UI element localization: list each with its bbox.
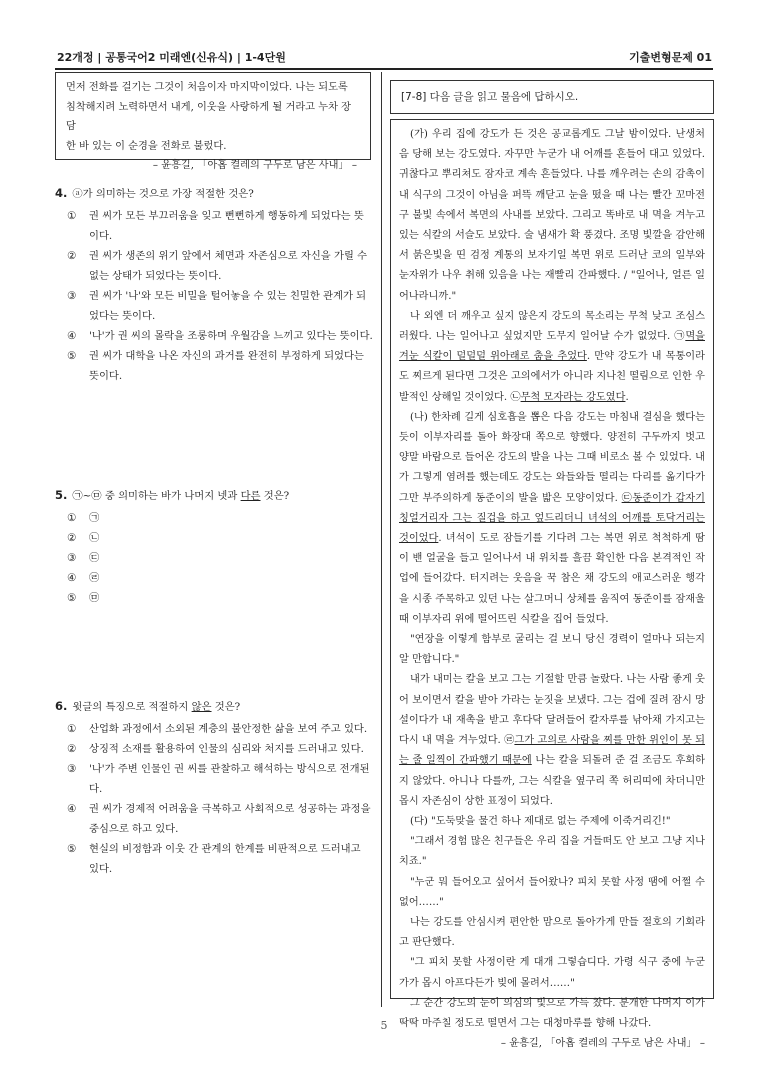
answer-option[interactable]	[55, 246, 373, 286]
question-stem: 것은?	[211, 701, 241, 713]
passage-text: 나 외엔 더 깨우고 싶지 않은지 강도의 목소리는 무척 낮고 조심스러웠다. 나는 일어나고 싶었지만 도무지 일어날 수가 없었다. ㉠	[399, 310, 705, 343]
answer-option[interactable]	[55, 206, 373, 246]
question-5	[55, 485, 373, 608]
option-mark: ②	[67, 532, 77, 544]
passage-text: 내가 내미는 칼을 보고 그는 기절할 만큼 놀랐다. 나는 사람 좋게 웃어 보이면서 칼을 받아 가라는 눈짓을 보냈다. 그는 겁에 질려 잠시 망설이다가 내 재촉을 받고 후다닥 달려들어 칼자루를 낚아채 가지고는 다시 내 멱을 겨누었다. ㉣	[399, 674, 705, 747]
answer-option[interactable]	[55, 719, 373, 739]
option-mark: ④	[67, 803, 77, 815]
option-text: '나'가 권 씨의 몰락을 조롱하며 우월감을 느끼고 있다는 뜻이다.	[89, 330, 373, 342]
option-mark: ①	[67, 512, 77, 524]
underlined-phrase: 멱을 겨눈 식칼이 덜덜덜 위아래로 춤을 추었다	[399, 331, 705, 363]
passage-paragraph	[399, 408, 705, 630]
option-mark: ④	[67, 330, 77, 342]
header-rule	[55, 68, 713, 70]
option-text: ㉤	[89, 592, 100, 604]
option-text: 산업화 과정에서 소외된 계층의 불안정한 삶을 보여 주고 있다.	[89, 723, 368, 735]
question-6	[55, 696, 373, 879]
column-divider	[381, 72, 382, 1007]
option-text: 권 씨가 '나'와 모든 비밀을 털어놓을 수 있는 친밀한 관계가 되었다는 뜻이다.	[89, 290, 367, 322]
passage-paragraph: (다) "도둑맞을 물건 하나 제대로 없는 주제에 이죽거리긴!"	[410, 815, 671, 827]
answer-option[interactable]	[55, 759, 373, 799]
header-course-info: 22개정 | 공통국어2 미래엔(신유식) | 1-4단원	[57, 51, 286, 64]
passage-paragraph: "누군 뭐 들어오고 싶어서 들어왔나? 피치 못할 사정 땜에 어쩔 수 없어……"	[399, 876, 705, 908]
option-text: ㉢	[89, 552, 100, 564]
answer-option[interactable]	[55, 346, 373, 386]
question-number: 5.	[55, 488, 68, 502]
question-stem: ⓐ가 의미하는 것으로 가장 적절한 것은?	[72, 188, 254, 200]
option-mark: ⑤	[67, 592, 77, 604]
option-mark: ②	[67, 250, 77, 262]
option-mark: ③	[67, 763, 77, 775]
option-mark: ⑤	[67, 843, 77, 855]
passage-text: . 녀석이 도로 잠들기를 기다려 그는 복면 위로 척척하게 땀이 밴 얼굴을 들고 일어나서 내 위치를 흘끔 확인한 다음 본격적인 작업에 들어갔다. 터지려는 웃음을 꾹 참은 채 강도의 애교스러운 행각을 시종 주목하고 있던 나는 살그머니 상체를 움직여 동준이를 잠재울 때 이부자리 위에 떨어뜨린 식칼을 집어 들었다.	[399, 533, 705, 625]
question-stem: 윗글의 특징으로 적절하지	[72, 701, 192, 713]
answer-option[interactable]	[55, 286, 373, 326]
passage-paragraph	[399, 670, 705, 811]
option-text: ㉡	[89, 532, 100, 544]
question-stem: 것은?	[260, 490, 290, 502]
answer-option[interactable]	[55, 568, 373, 588]
answer-option[interactable]	[55, 739, 373, 759]
answer-option[interactable]	[55, 588, 373, 608]
answer-option[interactable]	[55, 548, 373, 568]
passage-text: .	[625, 391, 629, 403]
answer-option[interactable]	[55, 839, 373, 879]
excerpt-box	[55, 72, 371, 171]
excerpt-line: 먼저 전화를 걸기는 그것이 처음이자 마지막이었다. 나는 되도록	[66, 82, 348, 93]
passage-text: (나) 한차례 길게 심호흡을 뽑은 다음 강도는 마침내 결심을 했다는 듯이 이부자리를 돌아 화장대 쪽으로 향했다. 양전히 구두까지 벗고 양말 바람으로 들어온 강도의 발을 나는 그때 비로소 볼 수 있었다. 내가 그렇게 염려를 했는데도 강도는 와들와들 떨리는 다리를 옮기다가 그만 부주의하게 동준이의 발을 밟은 모양이었다.	[399, 411, 705, 504]
passage-paragraph: "그 피치 못할 사정이란 게 대개 그렇습디다. 가령 식구 중에 누군가가 몹시 아프다든가 빚에 몰려서……"	[399, 957, 705, 989]
excerpt-line: 침착해지려 노력하면서 내게, 이웃을 사랑하게 될 거라고 누차 장담	[66, 101, 352, 132]
underlined-phrase: 무척 모자라는 강도였다	[520, 391, 626, 403]
excerpt-source: – 윤흥길, 「아홉 켤레의 구두로 남은 사내」 –	[152, 160, 357, 171]
underlined-phrase: 그가 고의로 사람을 찌를 만한 위인이 못 되는 줄 일찍이 간파했기 때문에	[399, 735, 706, 767]
option-mark: ③	[67, 552, 77, 564]
passage-paragraph: 나는 강도를 안심시켜 편안한 맘으로 돌아가게 만들 절호의 기회라고 판단했다.	[399, 916, 705, 949]
instruction-box: [7-8] 다음 글을 읽고 물음에 답하시오.	[390, 80, 714, 114]
header-exam-title: 기출변형문제 01	[629, 51, 712, 64]
option-text: 권 씨가 대학을 나온 자신의 과거를 완전히 부정하게 되었다는 뜻이다.	[89, 350, 364, 382]
answer-option[interactable]	[55, 326, 373, 346]
question-4	[55, 183, 373, 386]
question-stem: ㉠~㉤ 중 의미하는 바가 나머지 넷과	[72, 490, 241, 502]
option-mark: ①	[67, 723, 77, 735]
excerpt-line: 한 바 있는 이 순경을 전화로 불렀다.	[66, 140, 227, 152]
answer-option[interactable]	[55, 508, 373, 528]
option-text: 상징적 소재를 활용하여 인물의 심리와 처지를 드러내고 있다.	[89, 743, 364, 755]
option-text: 현실의 비정함과 이웃 간 관계의 한계를 비판적으로 드러내고 있다.	[89, 843, 361, 875]
question-number: 6.	[55, 699, 68, 713]
option-text: '나'가 주변 인물인 권 씨를 관찰하고 해석하는 방식으로 전개된다.	[89, 763, 370, 795]
option-mark: ①	[67, 210, 77, 222]
underlined-phrase: ㉢동준이가 갑자기 칭얼거리자 그는 질겁을 하고 엎드리더니 녀석의 어깨를 토닥거리는 것이었다	[399, 492, 705, 545]
passage-paragraph	[399, 307, 705, 408]
option-text: 권 씨가 생존의 위기 앞에서 체면과 자존심으로 자신을 가릴 수 없는 상태가 되었다는 뜻이다.	[89, 250, 368, 282]
passage-paragraph: 그 순간 강도의 눈이 의심의 빛으로 가득 찼다. 분개한 나머지 이가 딱딱 마주칠 정도로 떨면서 그는 대청마루를 향해 나갔다.	[399, 997, 705, 1029]
option-mark: ⑤	[67, 350, 77, 362]
answer-option[interactable]	[55, 528, 373, 548]
passage-text: . 만약 강도가 내 목통이라도 찌르게 된다면 그것은 고의에서가 아니라 지나친 떨림으로 인한 우발적인 상해일 것이었다. ㉡	[399, 351, 705, 403]
passage-text: 나는 칼을 되돌려 준 걸 조금도 후회하지 않았다. 아니나 다를까, 그는 식칼을 옆구리 쪽 허리띠에 차더니만 몹시 자존심이 상한 표정이 되었다.	[399, 755, 705, 807]
question-stem-emphasis: 않은	[191, 701, 212, 713]
question-stem-emphasis: 다른	[240, 490, 261, 502]
page-number: 5	[380, 1019, 388, 1032]
option-text: 권 씨가 모든 부끄러움을 잊고 뻔뻔하게 행동하게 되었다는 뜻이다.	[89, 210, 364, 242]
passage-paragraph: (가) 우리 집에 강도가 든 것은 공교롭게도 그날 밤이었다. 난생처음 당해 보는 강도였다. 자꾸만 누군가 내 어깨를 흔들어 대고 있었다. 귀찮다고 뿌리쳐도 잠자코 계속 흔들었다. 나를 깨우려는 손의 감촉이 내 식구의 그것이 아님을 퍼뜩 깨닫고 눈을 떴을 때 나는 빨간 꼬마전구 불빛 속에서 복면의 사내를 보았다. 그리고 똑바로 내 멱을 겨누고 있는 식칼의 서슬도 보았다. 술 냄새가 확 풍겼다. 조명 빛깔을 감안해서 붉은빛을 띤 검정 계통의 보자기일 복면 위로 드러난 코의 일부와 눈자위가 나우 취해 있음을 나는 재빨리 간파했다. / "일어나, 얼른 일어나라니까."	[399, 129, 705, 302]
passage-source: – 윤흥길, 「아홉 켤레의 구두로 남은 사내」 –	[500, 1038, 705, 1050]
option-text: ㉣	[89, 572, 100, 584]
answer-option[interactable]	[55, 799, 373, 839]
reading-passage	[390, 119, 714, 1050]
option-mark: ③	[67, 290, 77, 302]
option-text: 권 씨가 경제적 어려움을 극복하고 사회적으로 성공하는 과정을 중심으로 하고 있다.	[89, 803, 371, 835]
passage-paragraph: "연장을 이렇게 함부로 굴리는 걸 보니 당신 경력이 얼마나 되는지 알 만합니다."	[399, 634, 705, 666]
option-mark: ②	[67, 743, 77, 755]
option-mark: ④	[67, 572, 77, 584]
option-text: ㉠	[89, 512, 100, 524]
question-number: 4.	[55, 186, 68, 200]
passage-paragraph: "그래서 경험 많은 친구들은 우리 집을 거들떠도 안 보고 그냥 지나치죠."	[399, 836, 705, 868]
